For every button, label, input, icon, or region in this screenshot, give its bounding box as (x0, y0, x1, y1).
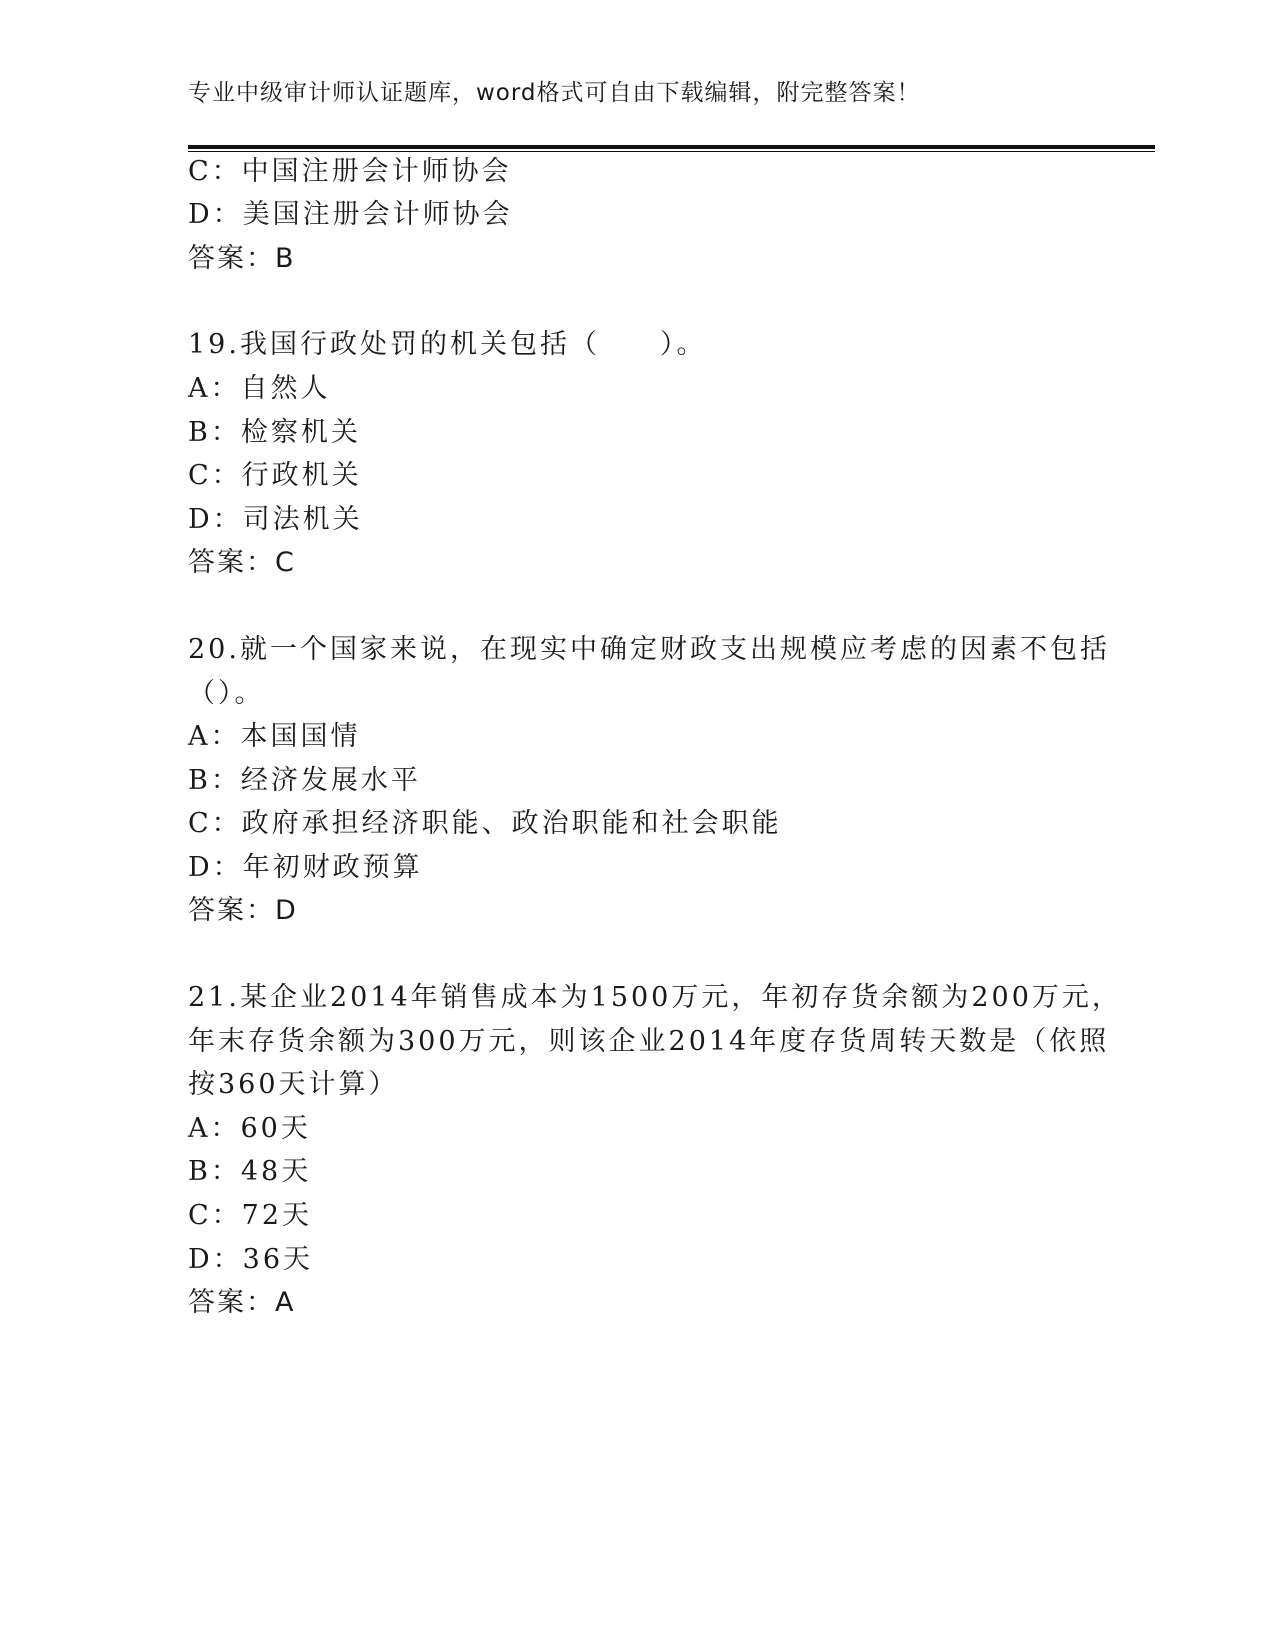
answer-line: 答案：B (188, 243, 296, 274)
option-c: C：72天 (188, 1200, 313, 1231)
question-stem-continued: 年末存货余额为300万元，则该企业2014年度存货周转天数是（依照 (188, 1026, 1110, 1057)
option-c: C：政府承担经济职能、政治职能和社会职能 (188, 808, 782, 839)
option-d: D：美国注册会计师协会 (188, 199, 513, 230)
answer-line: 答案：C (188, 547, 296, 578)
header-divider (188, 145, 1155, 149)
option-d: D：司法机关 (188, 504, 363, 535)
header-divider-thin (188, 151, 1155, 152)
answer-line: 答案：A (188, 1287, 296, 1318)
option-d: D：36天 (188, 1244, 314, 1275)
option-a: A：60天 (188, 1113, 311, 1144)
option-b: B：经济发展水平 (188, 765, 421, 796)
option-c: C：中国注册会计师协会 (188, 156, 512, 187)
question-stem: 20.就一个国家来说，在现实中确定财政支出规模应考虑的因素不包括 (188, 634, 1110, 665)
page-header: 专业中级审计师认证题库，word格式可自由下载编辑，附完整答案！ (188, 80, 921, 106)
question-stem-continued: 按360天计算） (188, 1069, 399, 1100)
question-stem: 19.我国行政处罚的机关包括（ ）。 (188, 329, 707, 360)
option-b: B：检察机关 (188, 417, 361, 448)
option-b: B：48天 (188, 1156, 312, 1187)
option-d: D：年初财政预算 (188, 852, 423, 883)
question-stem-continued: （）。 (188, 678, 265, 709)
option-c: C：行政机关 (188, 460, 362, 491)
option-a: A：本国国情 (188, 721, 361, 752)
option-a: A：自然人 (188, 373, 331, 404)
answer-line: 答案：D (188, 895, 298, 926)
question-stem: 21.某企业2014年销售成本为1500万元，年初存货余额为200万元， (188, 982, 1122, 1013)
